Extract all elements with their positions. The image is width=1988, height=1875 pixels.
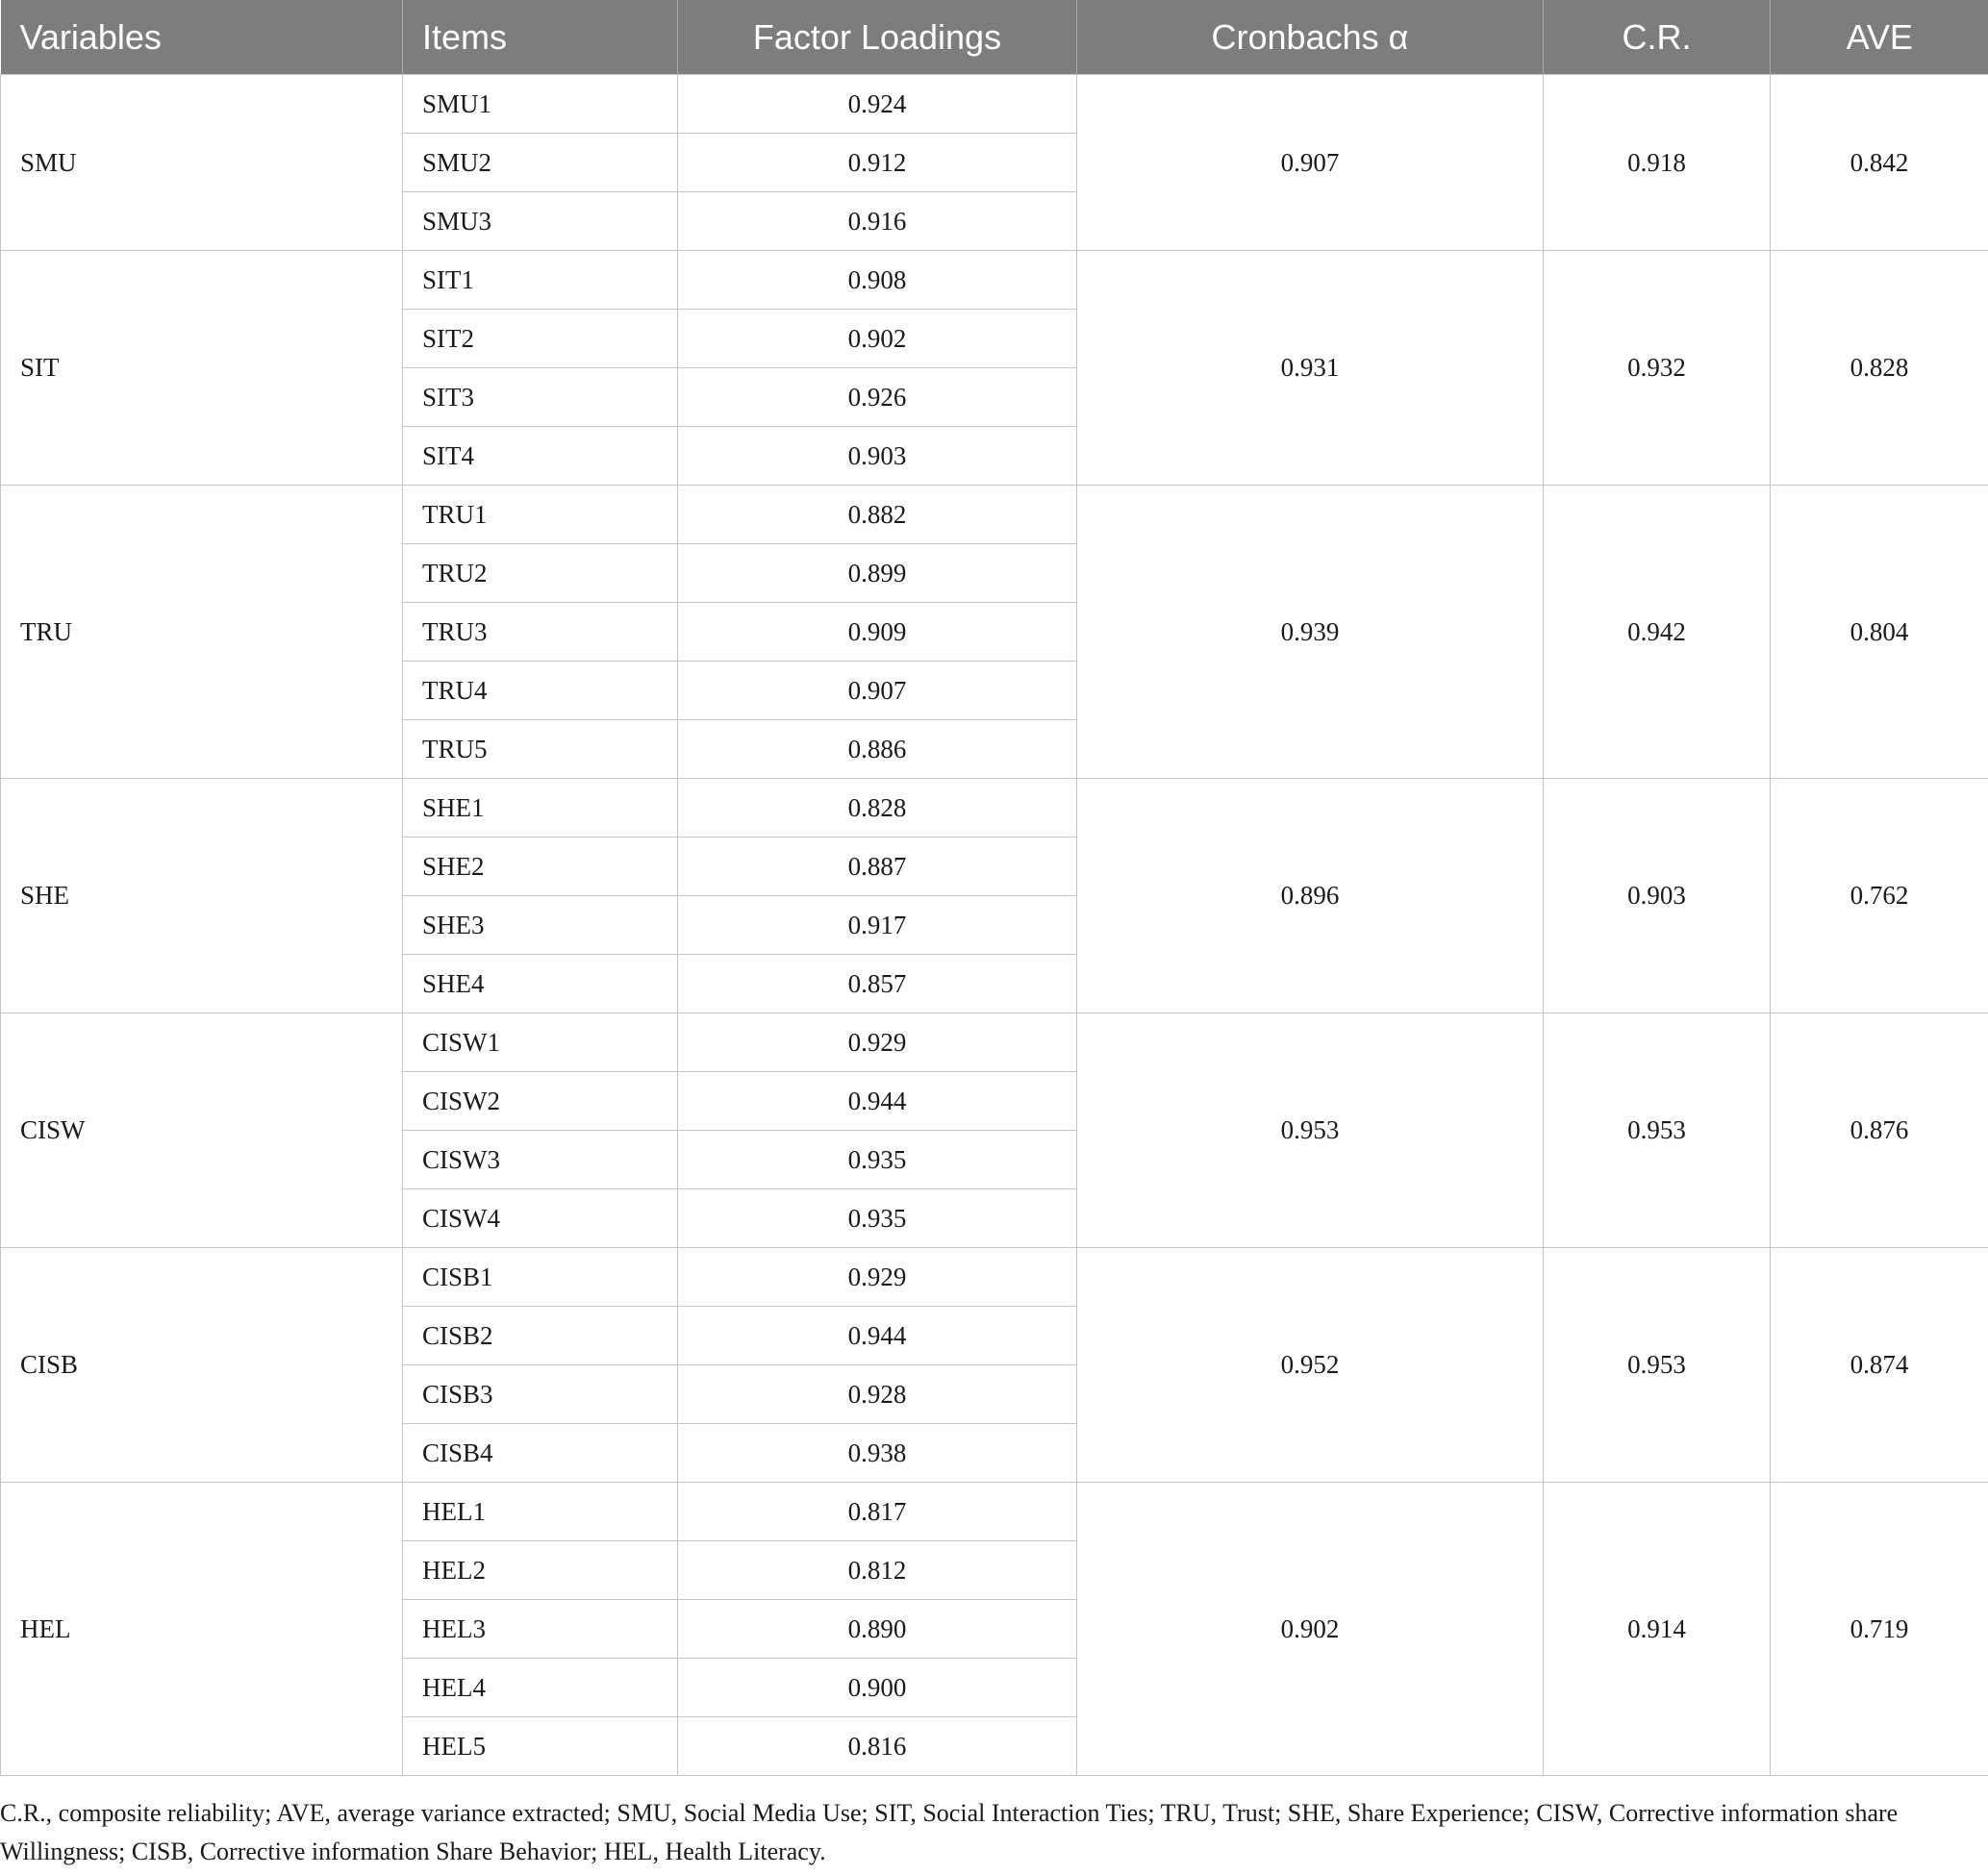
variable-cell: CISW [1,1013,403,1248]
item-cell: CISB2 [403,1307,678,1365]
cronbachs-alpha-cell: 0.952 [1077,1248,1544,1483]
factor-loading-cell: 0.926 [678,368,1077,427]
variable-cell: SMU [1,75,403,251]
table-body [1,75,1988,1776]
item-cell: SIT4 [403,427,678,486]
item-cell: SHE1 [403,779,678,838]
item-cell: TRU1 [403,486,678,544]
item-cell: TRU3 [403,603,678,662]
table-row [1,779,1988,838]
factor-loading-cell: 0.886 [678,720,1077,779]
variable-cell: CISB [1,1248,403,1483]
item-cell: CISW1 [403,1013,678,1072]
header-ave: AVE [1771,0,1988,75]
item-cell: SHE2 [403,838,678,896]
factor-loading-cell: 0.902 [678,310,1077,368]
item-cell: SHE3 [403,896,678,955]
factor-loading-cell: 0.916 [678,192,1077,251]
cr-cell: 0.918 [1544,75,1771,251]
header-cronbachs-alpha: Cronbachs α [1077,0,1544,75]
item-cell: SIT2 [403,310,678,368]
ave-cell: 0.762 [1771,779,1988,1013]
cronbachs-alpha-cell: 0.953 [1077,1013,1544,1248]
table-row [1,1013,1988,1072]
item-cell: CISW2 [403,1072,678,1131]
table-header [1,0,1988,75]
cr-cell: 0.953 [1544,1248,1771,1483]
cronbachs-alpha-cell: 0.896 [1077,779,1544,1013]
item-cell: CISB4 [403,1424,678,1483]
factor-loading-cell: 0.935 [678,1189,1077,1248]
item-cell: TRU4 [403,662,678,720]
factor-loading-cell: 0.929 [678,1248,1077,1307]
factor-loading-cell: 0.907 [678,662,1077,720]
factor-loading-cell: 0.817 [678,1483,1077,1541]
item-cell: SMU2 [403,134,678,192]
item-cell: CISW3 [403,1131,678,1189]
item-cell: CISB3 [403,1365,678,1424]
factor-loading-cell: 0.944 [678,1307,1077,1365]
cr-cell: 0.953 [1544,1013,1771,1248]
item-cell: SIT1 [403,251,678,310]
item-cell: CISW4 [403,1189,678,1248]
factor-loading-cell: 0.928 [678,1365,1077,1424]
header-factor-loadings: Factor Loadings [678,0,1077,75]
table-row [1,486,1988,544]
variable-cell: TRU [1,486,403,779]
ave-cell: 0.842 [1771,75,1988,251]
factor-loading-cell: 0.900 [678,1659,1077,1717]
ave-cell: 0.874 [1771,1248,1988,1483]
factor-loading-cell: 0.944 [678,1072,1077,1131]
factor-loading-cell: 0.857 [678,955,1077,1013]
cr-cell: 0.903 [1544,779,1771,1013]
cr-cell: 0.942 [1544,486,1771,779]
factor-loading-cell: 0.903 [678,427,1077,486]
cr-cell: 0.932 [1544,251,1771,486]
ave-cell: 0.828 [1771,251,1988,486]
factor-loading-cell: 0.890 [678,1600,1077,1659]
item-cell: HEL4 [403,1659,678,1717]
factor-loading-cell: 0.912 [678,134,1077,192]
ave-cell: 0.876 [1771,1013,1988,1248]
item-cell: SMU1 [403,75,678,134]
item-cell: HEL2 [403,1541,678,1600]
factor-loading-cell: 0.924 [678,75,1077,134]
variable-cell: HEL [1,1483,403,1776]
table-footnote: C.R., composite reliability; AVE, average variance extracted; SMU, Social Media Use; SIT, Social Interaction Ties; TRU, Trust; SHE, Share Experience; CISW, Corrective information share Willingness; CISB, Corrective information Share Behavior; HEL, Health Literacy. [0,1799,1899,1865]
item-cell: TRU5 [403,720,678,779]
factor-loading-cell: 0.917 [678,896,1077,955]
item-cell: TRU2 [403,544,678,603]
factor-loading-cell: 0.908 [678,251,1077,310]
variable-cell: SHE [1,779,403,1013]
table-row [1,1483,1988,1541]
item-cell: HEL3 [403,1600,678,1659]
variable-cell: SIT [1,251,403,486]
cronbachs-alpha-cell: 0.907 [1077,75,1544,251]
table-row [1,1248,1988,1307]
item-cell: CISB1 [403,1248,678,1307]
factor-loading-cell: 0.938 [678,1424,1077,1483]
factor-loading-cell: 0.935 [678,1131,1077,1189]
factor-loading-cell: 0.887 [678,838,1077,896]
header-cr: C.R. [1544,0,1771,75]
header-variables: Variables [1,0,403,75]
item-cell: HEL5 [403,1717,678,1776]
item-cell: SIT3 [403,368,678,427]
ave-cell: 0.804 [1771,486,1988,779]
factor-loading-cell: 0.929 [678,1013,1077,1072]
factor-loading-cell: 0.828 [678,779,1077,838]
cronbachs-alpha-cell: 0.902 [1077,1483,1544,1776]
factor-loading-cell: 0.899 [678,544,1077,603]
factor-loading-cell: 0.816 [678,1717,1077,1776]
factor-loading-cell: 0.909 [678,603,1077,662]
cr-cell: 0.914 [1544,1483,1771,1776]
cronbachs-alpha-cell: 0.931 [1077,251,1544,486]
item-cell: SMU3 [403,192,678,251]
factor-loading-cell: 0.812 [678,1541,1077,1600]
header-items: Items [403,0,678,75]
item-cell: HEL1 [403,1483,678,1541]
cronbachs-alpha-cell: 0.939 [1077,486,1544,779]
table-row [1,251,1988,310]
item-cell: SHE4 [403,955,678,1013]
table-row [1,75,1988,134]
factor-loading-cell: 0.882 [678,486,1077,544]
ave-cell: 0.719 [1771,1483,1988,1776]
